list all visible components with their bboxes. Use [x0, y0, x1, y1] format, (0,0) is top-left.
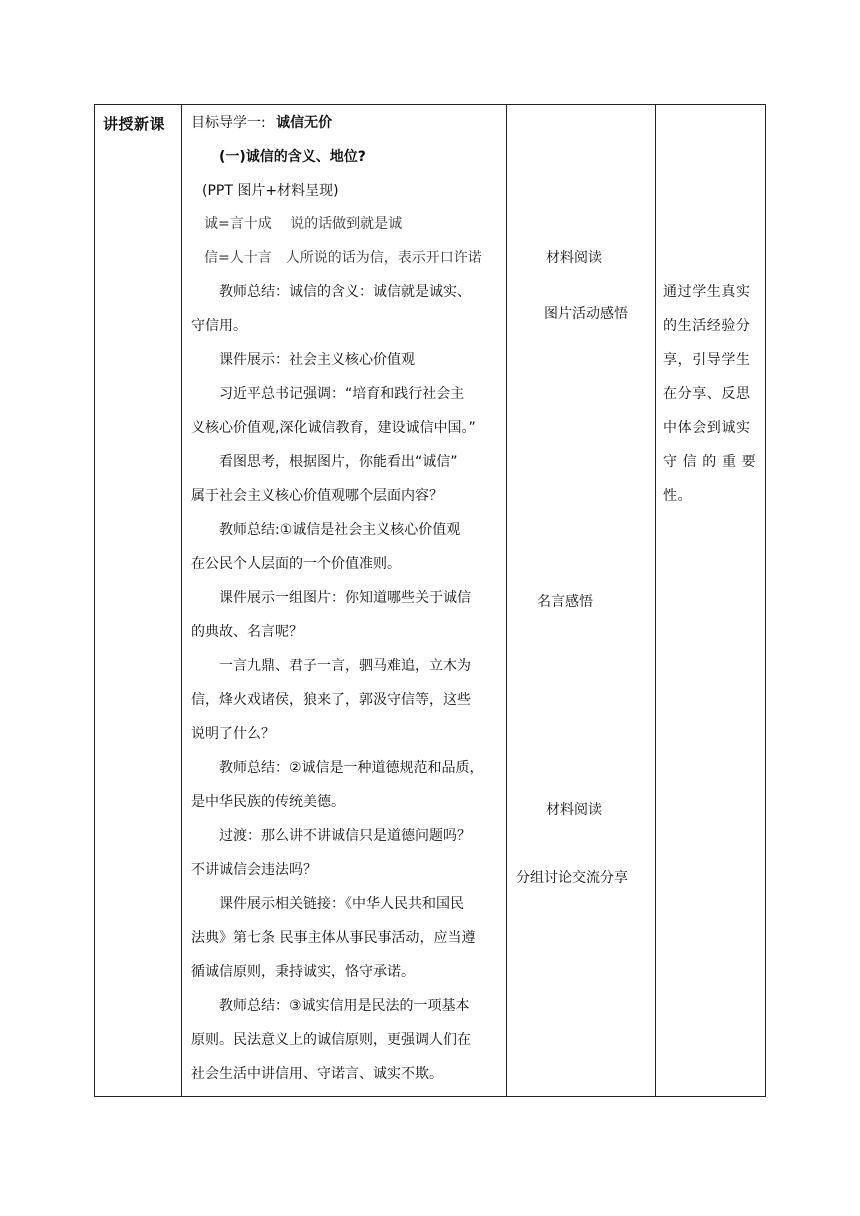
content-line: 教师总结：诚信的含义：诚信就是诚实、: [219, 284, 471, 300]
content-line: 习近平总书记强调：“培育和践行社会主: [219, 386, 465, 402]
content-subheading: (一)诚信的含义、地位?: [219, 149, 366, 165]
content-line: 社会生活中讲信用、守诺言、诚实不欺。: [191, 1066, 443, 1082]
column-divider: [506, 105, 507, 1096]
content-line: 在公民个人层面的一个价值准则。: [191, 556, 401, 572]
content-line: 过渡：那么讲不讲诚信只是道德问题吗？: [219, 828, 471, 844]
lesson-plan-table: [94, 104, 766, 1097]
intent-line: 守 信 的 重 要: [663, 454, 757, 470]
section-label: 讲授新课: [103, 115, 166, 133]
content-line: 看图思考，根据图片，你能看出“诚信”: [219, 454, 458, 470]
content-line: 义核心价值观,深化诚信教育，建设诚信中国。”: [191, 420, 476, 436]
intent-line: 中体会到诚实: [663, 420, 751, 436]
column-divider: [655, 105, 656, 1096]
content-line: (PPT 图片+材料呈现): [202, 183, 339, 199]
column-divider: [181, 105, 182, 1096]
content-line: 教师总结：③诚实信用是民法的一项基本: [219, 998, 470, 1014]
heading-prefix: 目标导学一:: [191, 115, 266, 131]
intent-line: 的生活经验分: [663, 318, 751, 334]
intent-line: 享，引导学生: [663, 352, 751, 368]
content-heading: [191, 113, 332, 133]
intent-line: 性。: [663, 488, 693, 504]
heading-title: 诚信无价: [276, 115, 333, 131]
content-line: 法典》第七条 民事主体从事民事活动，应当遵: [191, 930, 476, 946]
content-line: 诚=言十成 说的话做到就是诚: [204, 216, 403, 232]
content-line: 一言九鼎、君子一言，驷马难追，立木为: [219, 658, 471, 674]
content-line: 课件展示一组图片：你知道哪些关于诚信: [219, 590, 471, 606]
content-line: 信=人十言 人所说的话为信，表示开口许诺: [204, 250, 482, 266]
content-line: 教师总结:①诚信是社会主义核心价值观: [219, 522, 461, 538]
content-line: 信，烽火戏诸侯，狼来了，郭汲守信等，这些: [191, 692, 471, 708]
content-line: 是中华民族的传统美德。: [191, 794, 345, 810]
activity-item: 材料阅读: [546, 802, 602, 818]
content-line: 属于社会主义核心价值观哪个层面内容？: [191, 488, 443, 504]
content-line: 课件展示相关链接：《中华人民共和国民: [219, 896, 464, 912]
content-line: 说明了什么？: [191, 726, 275, 742]
intent-line: 在分享、反思: [663, 386, 751, 402]
activity-item: 分组讨论交流分享: [516, 870, 628, 886]
activity-item: 名言感悟: [537, 594, 593, 610]
content-line: 课件展示：社会主义核心价值观: [219, 352, 415, 368]
content-line: 守信用。: [191, 318, 247, 334]
content-line: 不讲诚信会违法吗？: [191, 862, 317, 878]
intent-line: 通过学生真实: [663, 284, 751, 300]
activity-item: 图片活动感悟: [544, 306, 628, 322]
content-line: 循诚信原则，秉持诚实，恪守承诺。: [191, 964, 415, 980]
content-line: 原则。民法意义上的诚信原则，更强调人们在: [191, 1032, 471, 1048]
content-line: 的典故、名言呢？: [191, 624, 303, 640]
content-line: 教师总结：②诚信是一种道德规范和品质，: [219, 760, 484, 776]
activity-item: 材料阅读: [546, 250, 602, 266]
